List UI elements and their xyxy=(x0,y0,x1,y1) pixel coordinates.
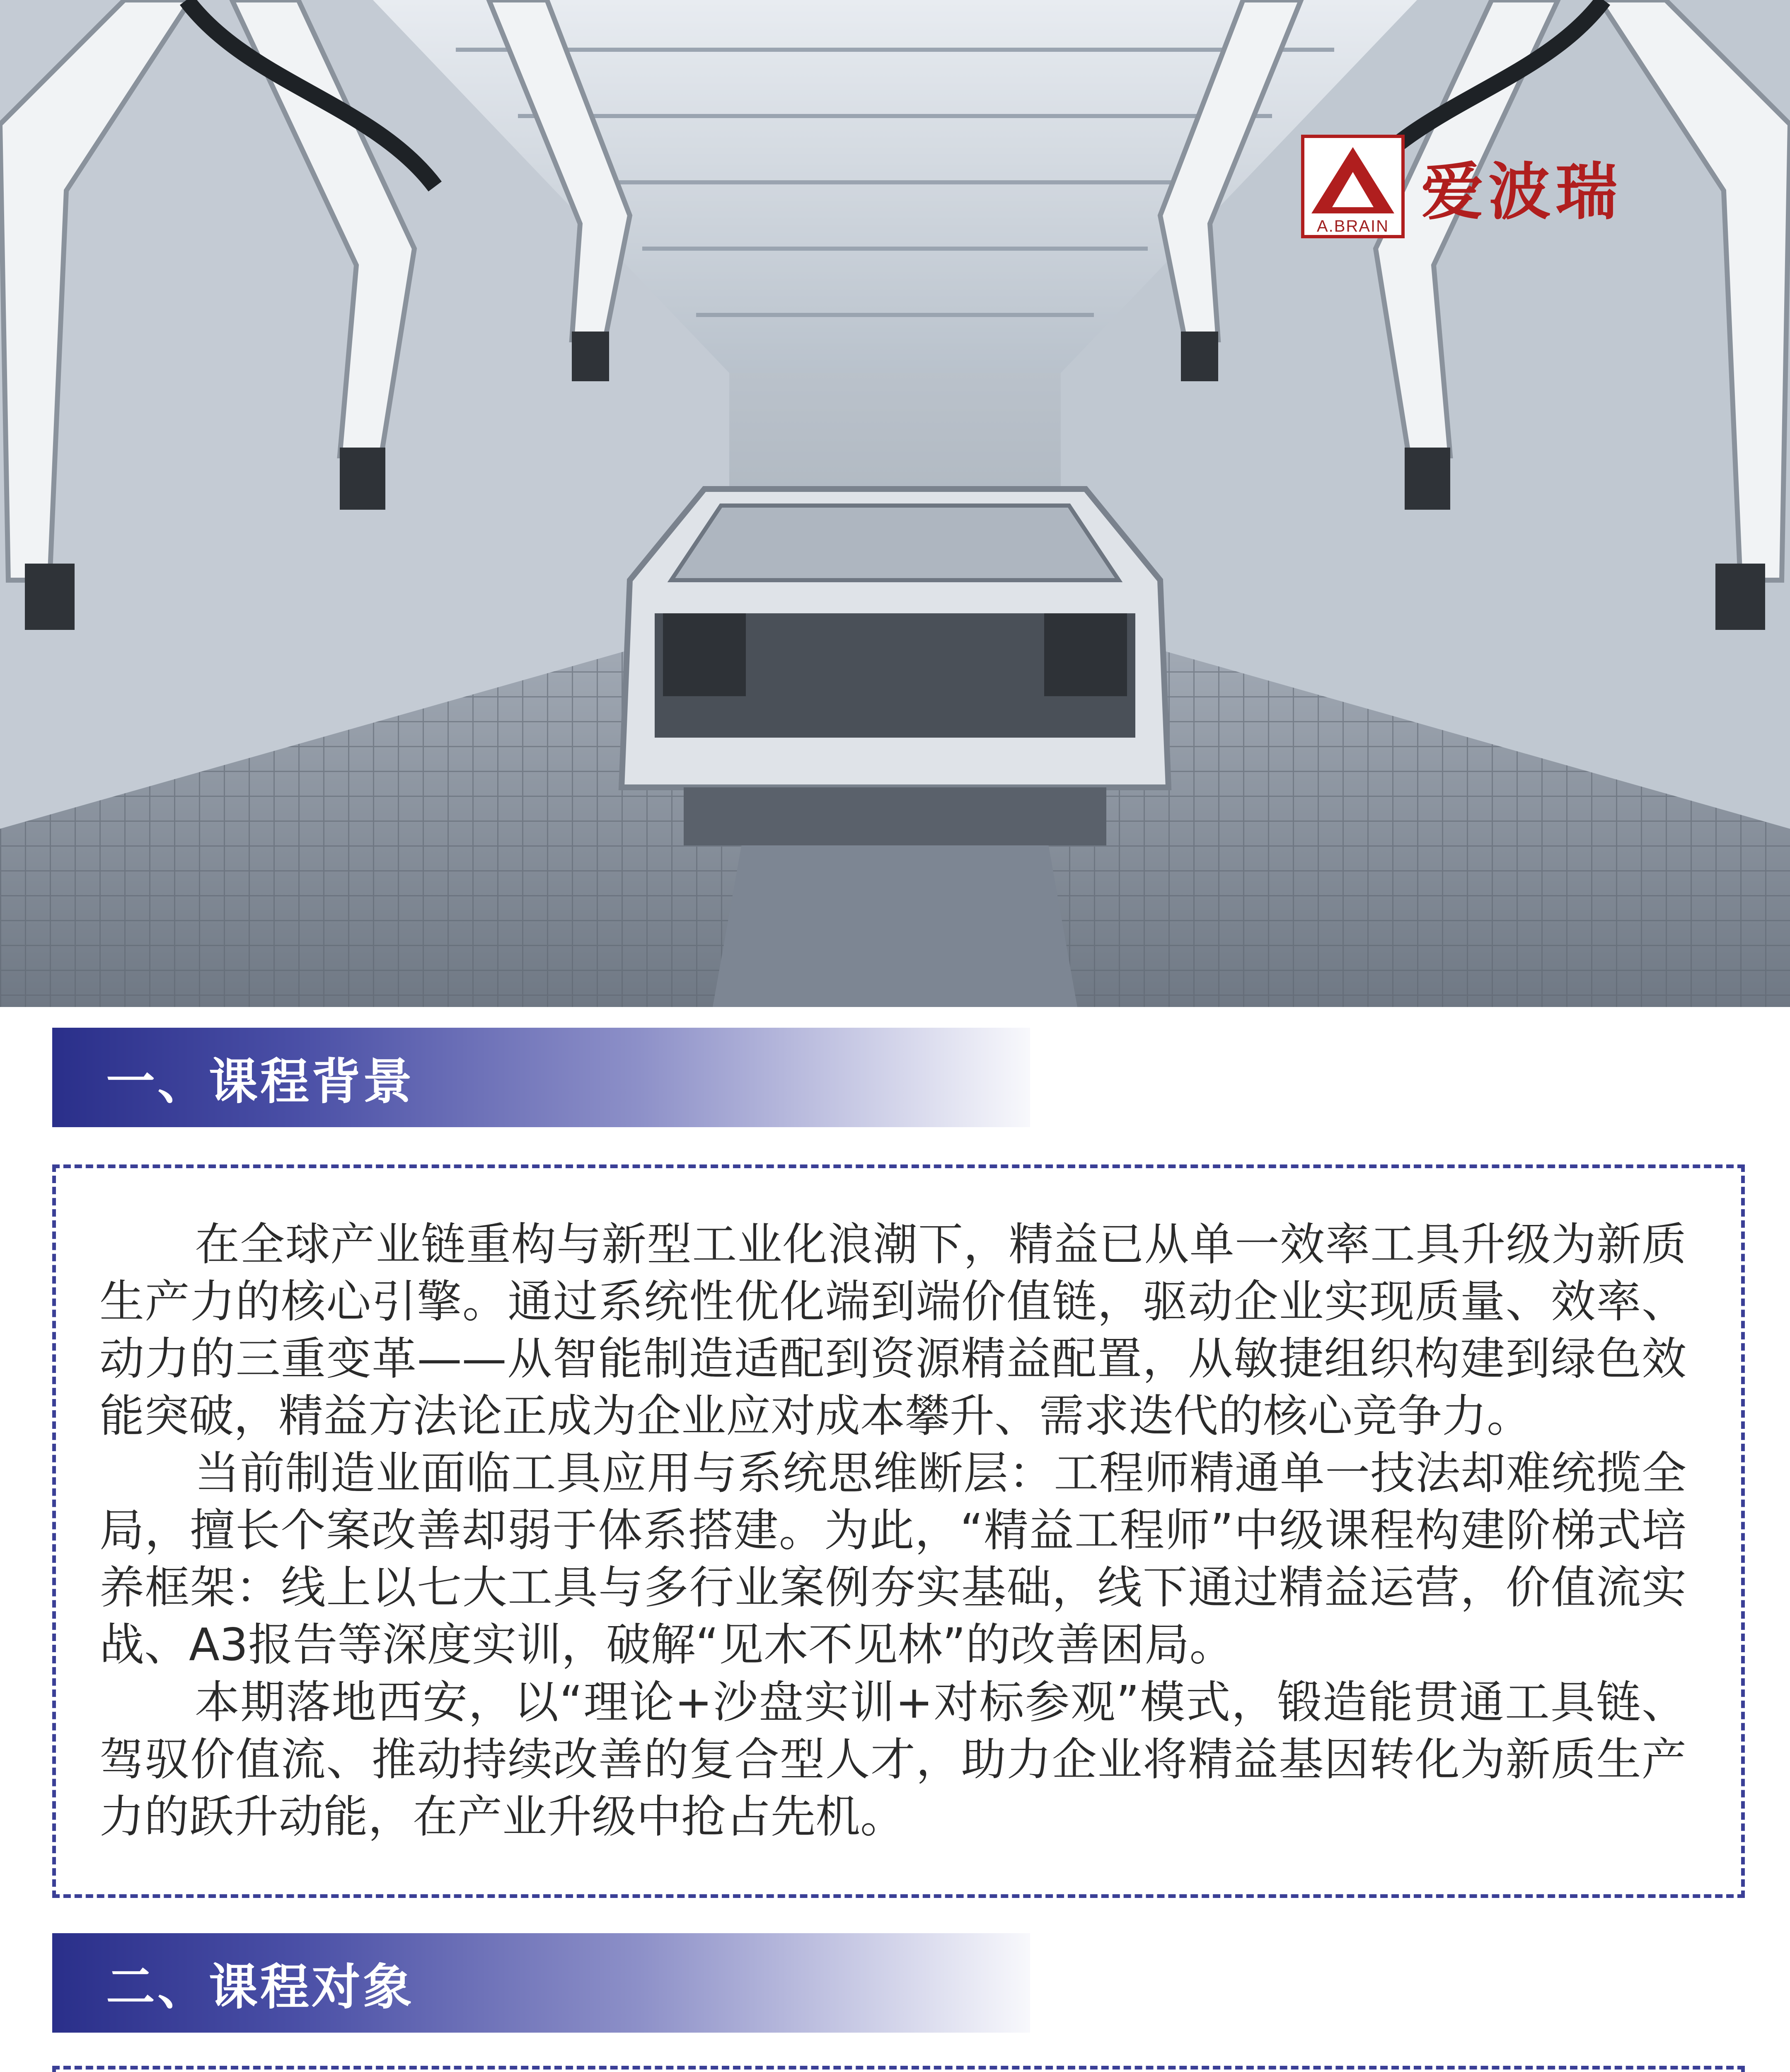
logo-text: 爱波瑞 xyxy=(1421,155,1623,228)
section-audience-header xyxy=(52,1933,1030,2033)
audience-box xyxy=(52,2066,1745,2072)
logo-subtext: A.BRAIN xyxy=(1316,217,1389,235)
background-paragraph-1: 在全球产业链重构与新型工业化浪潮下，精益已从单一效率工具升级为新质生产力的核心引擎。通过系统性优化端到端价值链，驱动企业实现质量、效率、动力的三重变革——从智能制造适配到资源精益配置，从敏捷组织构建到绿色效能突破，精益方法论正成为企业应对成本攀升、需求迭代的核心竞争力。 xyxy=(99,1219,1686,1442)
logo-icon xyxy=(1301,135,1405,238)
brand-logo xyxy=(1301,133,1623,240)
section-background-header xyxy=(52,1028,1030,1127)
section-background-title: 一、课程背景 xyxy=(106,1053,415,1110)
background-paragraph-3: 本期落地西安，以“理论+沙盘实训+对标参观”模式，锻造能贯通工具链、驾驭价值流、推动持续改善的复合型人才，助力企业将精益基因转化为新质生产力的跃升动能，在产业升级中抢占先机。 xyxy=(99,1677,1686,1843)
background-paragraph-2: 当前制造业面临工具应用与系统思维断层：工程师精通单一技法却难统揽全局，擅长个案改善却弱于体系搭建。为此，“精益工程师”中级课程构建阶梯式培养框架：线上以七大工具与多行业案例夯实基础，线下通过精益运营，价值流实战、A3报告等深度实训，破解“见木不见林”的改善困局。 xyxy=(99,1447,1686,1671)
section-audience-title: 二、课程对象 xyxy=(106,1958,415,2016)
hero-banner xyxy=(0,0,1790,1007)
